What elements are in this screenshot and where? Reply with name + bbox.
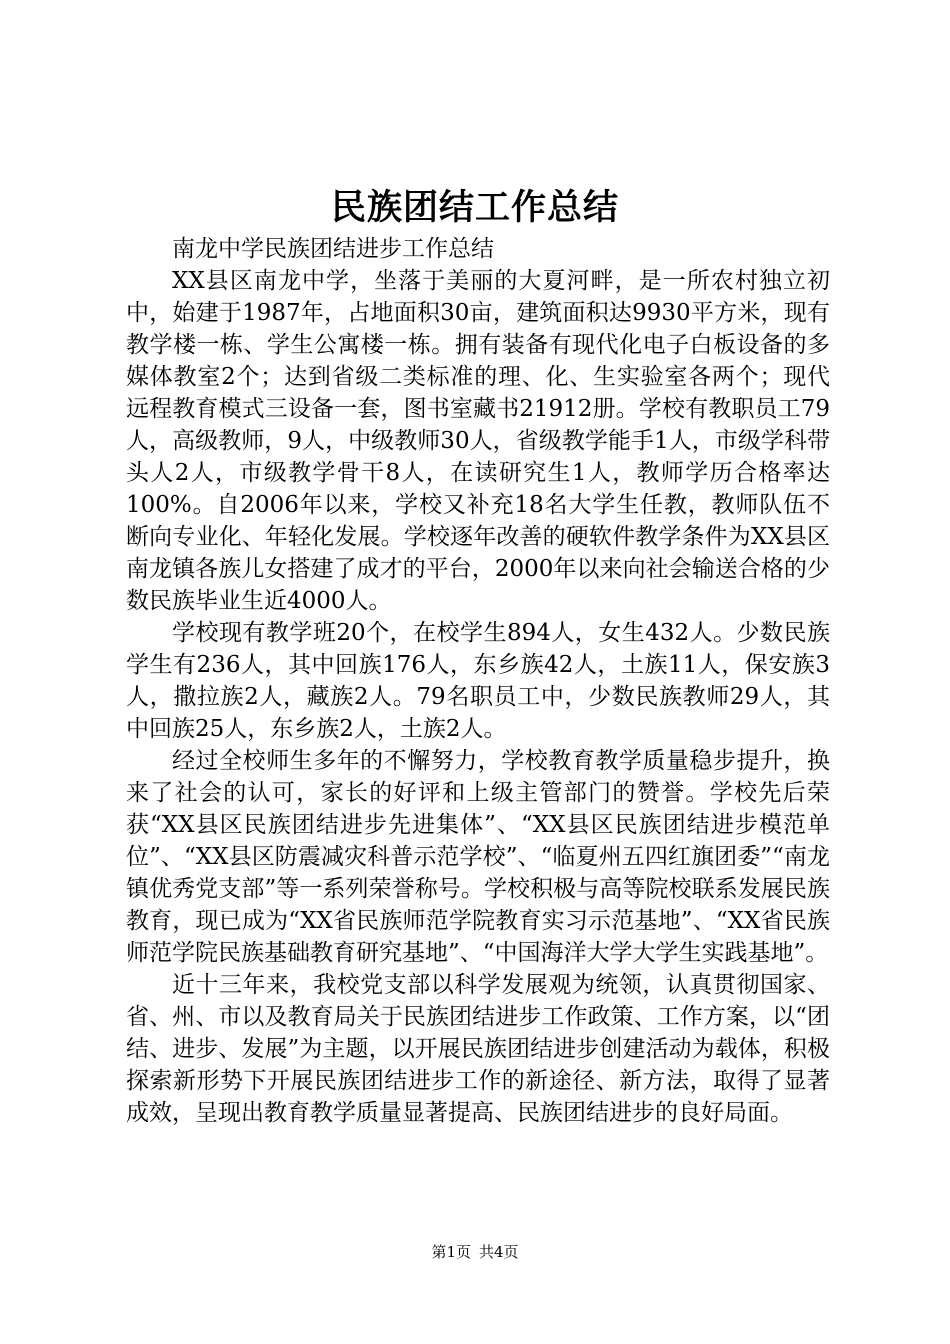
document-title: 民族团结工作总结 [330, 187, 619, 228]
paragraph-party-work: 近十三年来，我校党支部以科学发展观为统领，认真贯彻国家、省、州、市以及教育局关于民族团结进步工作政策、工作方案，以“团结、进步、发展”为主题，以开展民族团结进步创建活动为载体，积极探索新形势下开展民族团结进步工作的新途径、新方法，取得了显著成效，呈现出教育教学质量显著提高、民族团结进步的良好局面。 [126, 972, 830, 1126]
paragraph-student-stats: 学校现有教学班20个，在校学生894人，女生432人。少数民族学生有236人，其中回族176人，东乡族42人，土族11人，保安族3人，撒拉族2人，藏族2人。79名职员工中，少数民族教师29人，其中回族25人，东乡族2人，土族2人。 [126, 620, 830, 742]
paragraph-school-intro: XX县区南龙中学，坐落于美丽的大夏河畔，是一所农村独立初中，始建于1987年，占地面积30亩，建筑面积达9930平方米，现有教学楼一栋、学生公寓楼一栋。拥有装备有现代化电子白板设备的多媒体教室2个；达到省级二类标准的理、化、生实验室各两个；现代远程教育模式三设备一套，图书室藏书21912册。学校有教职员工79人，高级教师，9人，中级教师30人，省级教学能手1人，市级学科带头人2人，市级教学骨干8人，在读研究生1人，教师学历合格率达100%。自2006年以来，学校又补充18名大学生任教，教师队伍不断向专业化、年轻化发展。学校逐年改善的硬软件教学条件为XX县区南龙镇各族儿女搭建了成才的平台，2000年以来向社会输送合格的少数民族毕业生近4000人。 [126, 268, 830, 614]
page-number: 第1页 [431, 1243, 471, 1261]
paragraph-subtitle: 南龙中学民族团结进步工作总结 [172, 236, 494, 262]
page-footer [0, 1242, 950, 1262]
document-body [126, 233, 830, 1129]
paragraph-honors: 经过全校师生多年的不懈努力，学校教育教学质量稳步提升，换来了社会的认可，家长的好评和上级主管部门的赞誉。学校先后荣获“XX县区民族团结进步先进集体”、“XX县区民族团结进步模范单位”、“XX县区防震减灾科普示范学校”、“临夏州五四红旗团委”“南龙镇优秀党支部”等一系列荣誉称号。学校积极与高等院校联系发展民族教育，现已成为“XX省民族师范学院教育实习示范基地”、“XX省民族师范学院民族基础教育研究基地”、“中国海洋大学大学生实践基地”。 [126, 748, 830, 966]
page-total: 共4页 [479, 1243, 519, 1261]
